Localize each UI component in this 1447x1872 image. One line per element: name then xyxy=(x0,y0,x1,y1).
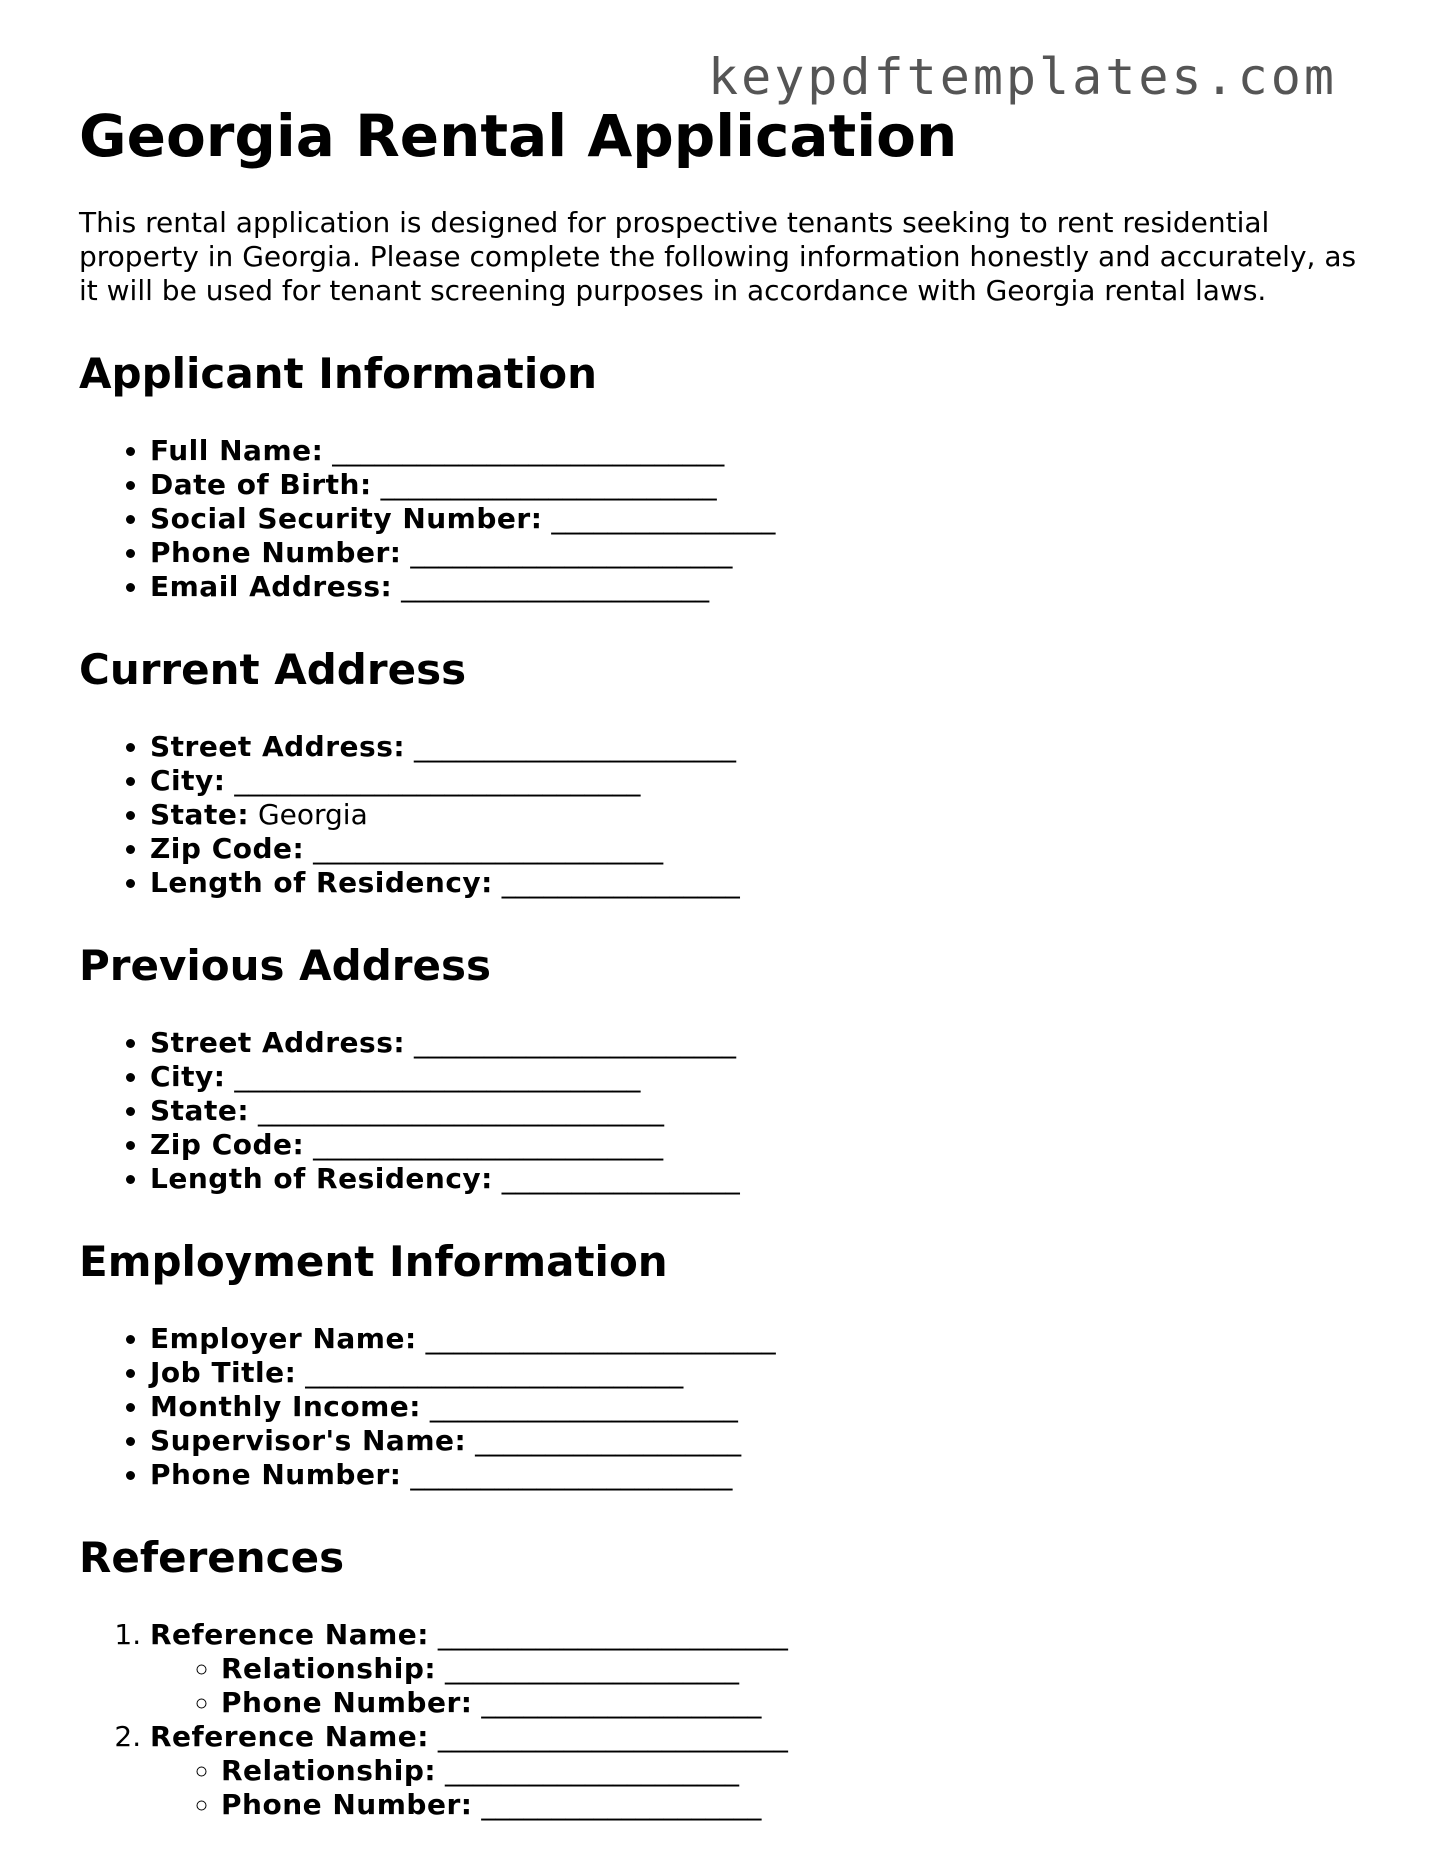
field-blank[interactable]: _________________________ xyxy=(313,1128,664,1161)
field-label: Email Address: xyxy=(150,570,393,603)
field-blank[interactable]: ____________________________ xyxy=(332,434,725,467)
field-blank[interactable]: _____________________________ xyxy=(234,1060,641,1093)
field-blank[interactable]: _________________ xyxy=(501,1162,740,1195)
field-label: Supervisor's Name: xyxy=(150,1424,467,1457)
intro-paragraph: This rental application is designed for prospective tenants seeking to rent residential property in Georgia. Please complete the following information honestly and accurately, as it will be used for tenant screening purposes in accordance with Georgia rental laws. xyxy=(79,206,1357,307)
field-state[interactable] xyxy=(150,1094,1379,1128)
field-employer-name[interactable] xyxy=(150,1322,1379,1356)
field-email-address[interactable] xyxy=(150,570,1379,604)
field-blank[interactable]: _____________________________ xyxy=(257,1094,664,1127)
field-label: Length of Residency: xyxy=(150,866,493,899)
field-label: State: xyxy=(150,798,250,831)
field-label: Relationship: xyxy=(221,1754,437,1787)
field-ssn[interactable] xyxy=(150,502,1379,536)
field-phone-number[interactable] xyxy=(221,1686,1379,1720)
field-job-title[interactable] xyxy=(150,1356,1379,1390)
field-label: Phone Number: xyxy=(221,1788,473,1821)
field-label: Social Security Number: xyxy=(150,502,543,535)
field-label: Phone Number: xyxy=(150,536,402,569)
field-supervisor-name[interactable] xyxy=(150,1424,1379,1458)
employment-field-list xyxy=(79,1322,1379,1492)
current-address-field-list xyxy=(79,730,1379,900)
field-blank[interactable]: _________________________ xyxy=(425,1322,776,1355)
field-blank[interactable]: ____________________ xyxy=(481,1788,762,1821)
section-heading-current-address: Current Address xyxy=(79,645,467,694)
field-label: City: xyxy=(150,1060,226,1093)
field-monthly-income[interactable] xyxy=(150,1390,1379,1424)
field-label: Length of Residency: xyxy=(150,1162,493,1195)
field-date-of-birth[interactable] xyxy=(150,468,1379,502)
field-label: Zip Code: xyxy=(150,1128,305,1161)
field-blank[interactable]: ______________________ xyxy=(401,570,710,603)
field-label: Relationship: xyxy=(221,1652,437,1685)
section-heading-references: References xyxy=(79,1533,345,1582)
field-label: Reference Name: xyxy=(150,1618,429,1651)
field-phone-number[interactable] xyxy=(150,536,1379,570)
field-length-of-residency[interactable] xyxy=(150,866,1379,900)
page-title: Georgia Rental Application xyxy=(79,102,958,170)
field-blank[interactable]: _____________________ xyxy=(445,1754,740,1787)
field-label: Date of Birth: xyxy=(150,468,372,501)
watermark-text: keypdftemplates.com xyxy=(708,48,1337,106)
field-blank[interactable]: _______________________ xyxy=(410,536,733,569)
reference-item xyxy=(150,1618,1379,1720)
field-blank[interactable]: _________________________ xyxy=(313,832,664,865)
field-length-of-residency[interactable] xyxy=(150,1162,1379,1196)
field-phone-number[interactable] xyxy=(221,1788,1379,1822)
field-relationship[interactable] xyxy=(221,1754,1379,1788)
field-blank[interactable]: ____________________ xyxy=(481,1686,762,1719)
field-city[interactable] xyxy=(150,1060,1379,1094)
field-label: Job Title: xyxy=(150,1356,297,1389)
field-label: State: xyxy=(150,1094,250,1127)
document-page xyxy=(79,100,1379,1822)
field-label: Zip Code: xyxy=(150,832,305,865)
field-blank[interactable]: _________________ xyxy=(501,866,740,899)
field-blank[interactable]: ______________________ xyxy=(429,1390,738,1423)
field-label: Street Address: xyxy=(150,730,406,763)
section-heading-applicant: Applicant Information xyxy=(79,349,597,398)
field-blank[interactable]: _______________________ xyxy=(413,1026,736,1059)
field-label: Full Name: xyxy=(150,434,324,467)
field-label: Phone Number: xyxy=(221,1686,473,1719)
field-blank[interactable]: ________________ xyxy=(551,502,776,535)
previous-address-field-list xyxy=(79,1026,1379,1196)
field-blank[interactable]: _____________________________ xyxy=(234,764,641,797)
field-full-name[interactable] xyxy=(150,434,1379,468)
field-phone-number[interactable] xyxy=(150,1458,1379,1492)
field-blank[interactable]: ________________________ xyxy=(380,468,717,501)
reference-sub-list xyxy=(150,1754,1379,1822)
field-value: Georgia xyxy=(257,798,368,831)
field-zip-code[interactable] xyxy=(150,832,1379,866)
field-blank[interactable]: _______________________ xyxy=(410,1458,733,1491)
reference-item xyxy=(150,1720,1379,1822)
field-relationship[interactable] xyxy=(221,1652,1379,1686)
field-label: Employer Name: xyxy=(150,1322,417,1355)
field-city[interactable] xyxy=(150,764,1379,798)
field-blank[interactable]: _____________________ xyxy=(445,1652,740,1685)
field-street-address[interactable] xyxy=(150,1026,1379,1060)
field-label: Reference Name: xyxy=(150,1720,429,1753)
section-heading-employment: Employment Information xyxy=(79,1237,668,1286)
field-street-address[interactable] xyxy=(150,730,1379,764)
field-blank[interactable]: ___________________________ xyxy=(305,1356,684,1389)
section-heading-previous-address: Previous Address xyxy=(79,941,491,990)
field-label: Street Address: xyxy=(150,1026,406,1059)
references-list xyxy=(79,1618,1379,1822)
field-blank[interactable]: ___________________ xyxy=(475,1424,742,1457)
field-label: Monthly Income: xyxy=(150,1390,421,1423)
field-blank[interactable]: _________________________ xyxy=(437,1720,788,1753)
field-label: Phone Number: xyxy=(150,1458,402,1491)
field-blank[interactable]: _________________________ xyxy=(437,1618,788,1651)
applicant-field-list xyxy=(79,434,1379,604)
field-zip-code[interactable] xyxy=(150,1128,1379,1162)
field-blank[interactable]: _______________________ xyxy=(413,730,736,763)
field-state xyxy=(150,798,1379,832)
reference-sub-list xyxy=(150,1652,1379,1720)
field-label: City: xyxy=(150,764,226,797)
